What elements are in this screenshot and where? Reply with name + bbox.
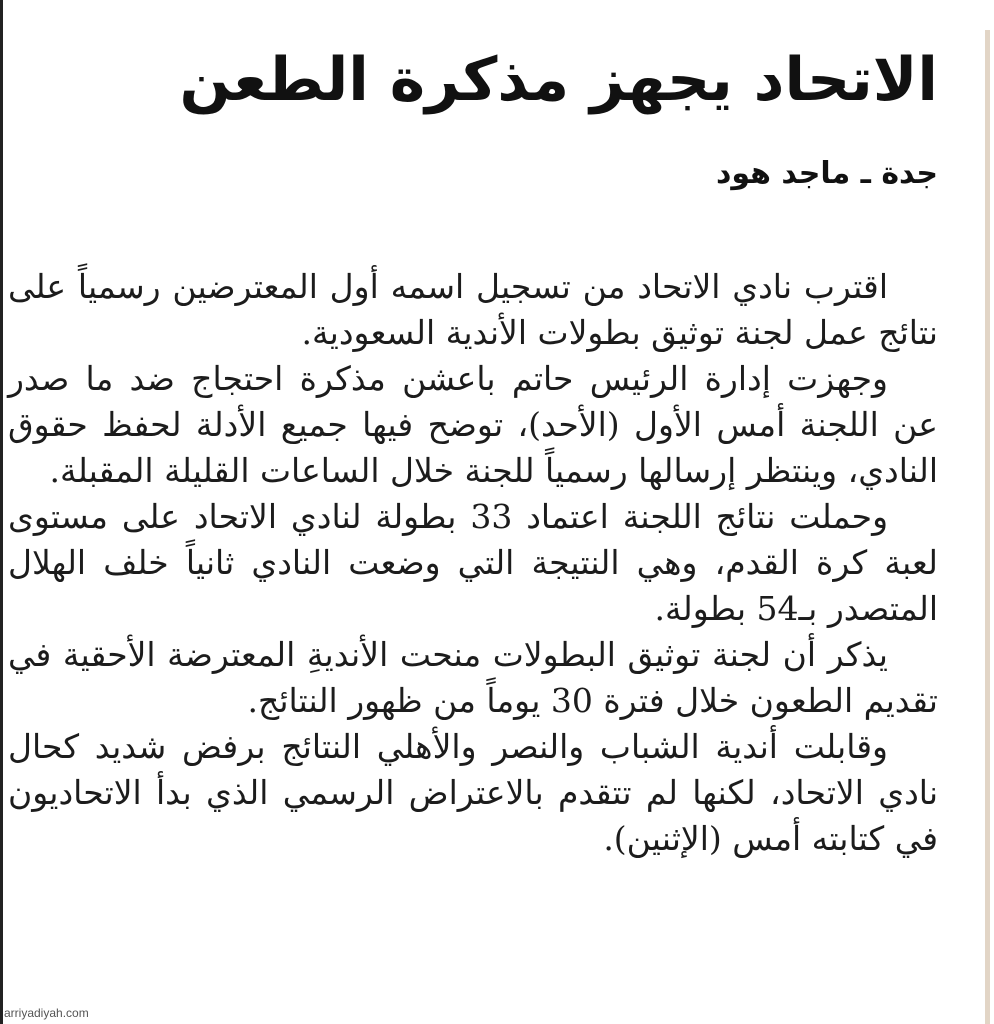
paragraph: وجهزت إدارة الرئيس حاتم باعشن مذكرة احتجاج ضد ما صدر عن اللجنة أمس الأول (الأحد)، توضح فيها جميع الأدلة لحفظ حقوق النادي، وينتظر إرسالها رسمياً للجنة خلال الساعات القليلة المقبلة. <box>8 359 938 490</box>
paragraph: اقترب نادي الاتحاد من تسجيل اسمه أول المعترضين رسمياً على نتائج عمل لجنة توثيق بطولات الأندية السعودية. <box>8 267 938 352</box>
right-column-rule <box>985 30 990 1024</box>
byline: جدة ـ ماجد هود <box>715 156 938 191</box>
left-column-rule <box>0 0 3 1024</box>
paragraph: يذكر أن لجنة توثيق البطولات منحت الأنديةِ المعترضة الأحقية في تقديم الطعون خلال فترة 30 يوماً من ظهور النتائج. <box>8 635 938 720</box>
paragraph: وقابلت أندية الشباب والنصر والأهلي النتائج برفض شديد كحال نادي الاتحاد، لكنها لم تتقدم بالاعتراض الرسمي الذي بدأ الاتحاديون في كتابته أمس (الإثنين). <box>8 727 938 858</box>
paragraph: وحملت نتائج اللجنة اعتماد 33 بطولة لنادي الاتحاد على مستوى لعبة كرة القدم، وهي النتيجة التي وضعت النادي ثانياً خلف الهلال المتصدر بـ54 بطولة. <box>8 497 938 628</box>
article <box>8 30 938 862</box>
article-body <box>8 264 938 862</box>
source-watermark: arriyadiyah.com <box>4 1006 89 1020</box>
headline: الاتحاد يجهز مذكرة الطعن <box>179 45 938 115</box>
